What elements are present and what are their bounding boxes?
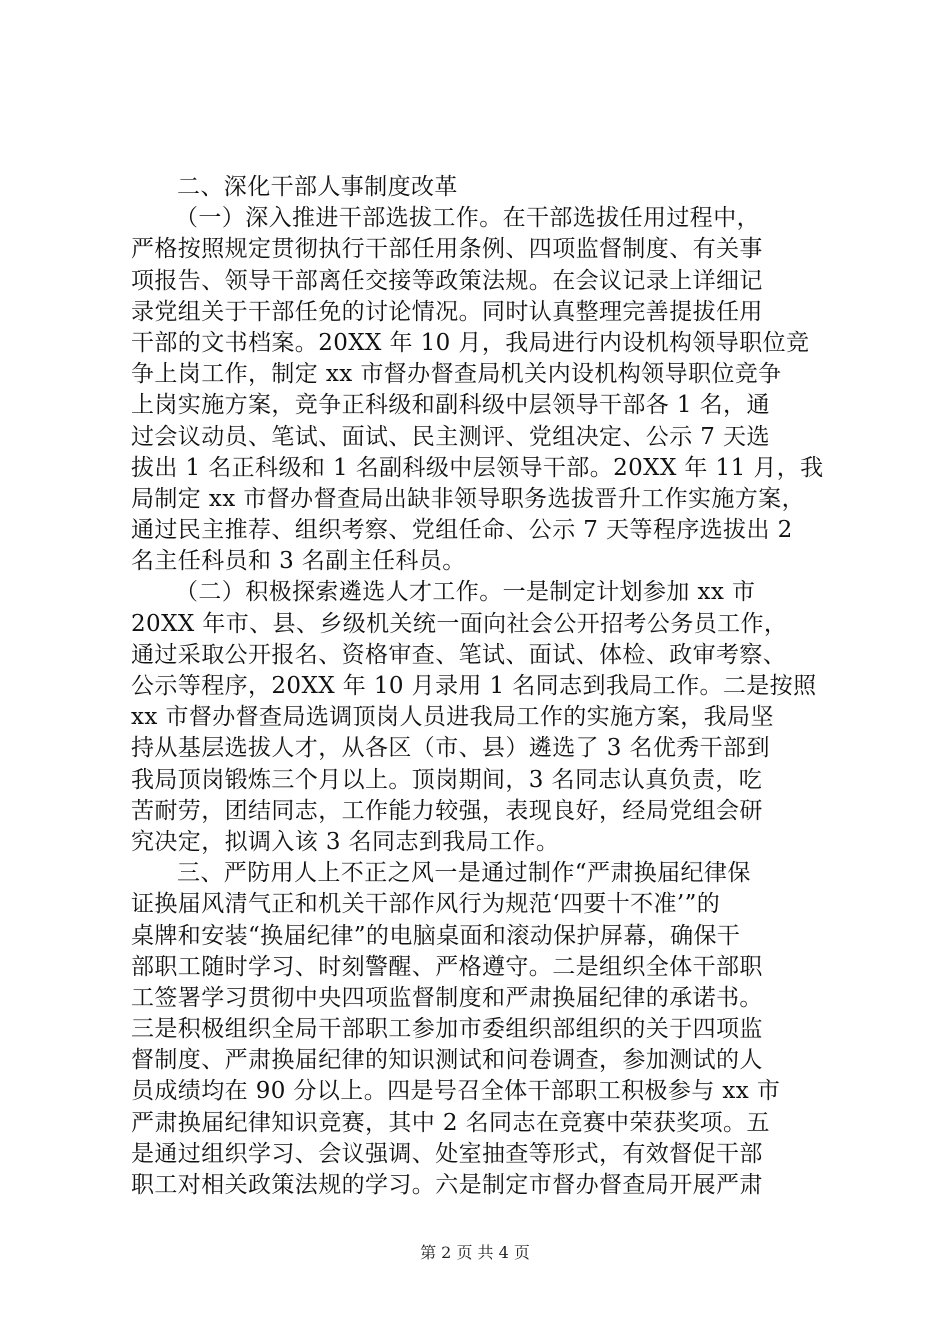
- text-line: 持从基层选拔人才，从各区（市、县）遴选了 3 名优秀干部到: [131, 735, 770, 762]
- paragraph-start-line: 三、严防用人上不正之风一是通过制作“严肃换届纪律保: [177, 860, 751, 887]
- text-line: 督制度、严肃换届纪律的知识测试和问卷调查，参加测试的人: [131, 1047, 763, 1074]
- text-line: 究决定，拟调入该 3 名同志到我局工作。: [131, 828, 560, 855]
- text-line: xx 市督办督查局选调顶岗人员进我局工作的实施方案，我局坚: [131, 704, 774, 731]
- text-line: 三是积极组织全局干部职工参加市委组织部组织的关于四项监: [131, 1016, 763, 1043]
- text-line: 项报告、领导干部离任交接等政策法规。在会议记录上详细记: [131, 267, 763, 294]
- document-body: [131, 172, 833, 1201]
- text-line: 部职工随时学习、时刻警醒、严格遵守。二是组织全体干部职: [131, 953, 763, 980]
- text-line: 录党组关于干部任免的讨论情况。同时认真整理完善提拔任用: [131, 298, 763, 325]
- text-line: 通过民主推荐、组织考察、党组任命、公示 7 天等程序选拔出 2: [131, 517, 793, 544]
- text-line: 上岗实施方案，竞争正科级和副科级中层领导干部各 1 名，通: [131, 392, 770, 419]
- text-line: 苦耐劳，团结同志，工作能力较强，表现良好，经局党组会研: [131, 797, 763, 824]
- text-line: 通过采取公开报名、资格审查、笔试、面试、体检、政审考察、: [131, 641, 787, 668]
- text-line: 名主任科员和 3 名副主任科员。: [131, 548, 466, 575]
- page-number-footer: 第 2 页 共 4 页: [420, 1243, 530, 1262]
- text-line: 20XX 年市、县、乡级机关统一面向社会公开招考公务员工作，: [131, 610, 788, 637]
- text-line: 桌牌和安装“换届纪律”的电脑桌面和滚动保护屏幕，确保干: [131, 922, 741, 949]
- text-line: 员成绩均在 90 分以上。四是号召全体干部职工积极参与 xx 市: [131, 1078, 781, 1105]
- text-line: 拔出 1 名正科级和 1 名副科级中层领导干部。20XX 年 11 月，我: [131, 454, 824, 481]
- text-line: 是通过组织学习、会议强调、处室抽查等形式，有效督促干部: [131, 1140, 763, 1167]
- paragraph-start-line: （二）积极探索遴选人才工作。一是制定计划参加 xx 市: [175, 579, 756, 606]
- paragraph-start-line: （一）深入推进干部选拔工作。在干部选拔任用过程中，: [175, 205, 760, 232]
- text-line: 工签署学习贯彻中央四项监督制度和严肃换届纪律的承诺书。: [131, 984, 763, 1011]
- text-line: 严格按照规定贯彻执行干部任用条例、四项监督制度、有关事: [131, 236, 763, 263]
- text-line: 过会议动员、笔试、面试、民主测评、党组决定、公示 7 天选: [131, 423, 770, 450]
- text-line: 证换届风清气正和机关干部作风行为规范‘四要十不准’”的: [131, 891, 721, 918]
- text-line: 局制定 xx 市督办督查局出缺非领导职务选拔晋升工作实施方案，: [131, 485, 805, 512]
- text-line: 争上岗工作，制定 xx 市督办督查局机关内设机构领导职位竞争: [131, 361, 782, 388]
- text-line: 干部的文书档案。20XX 年 10 月，我局进行内设机构领导职位竞: [131, 329, 810, 356]
- text-line: 严肃换届纪律知识竞赛，其中 2 名同志在竞赛中荣获奖项。五: [131, 1109, 770, 1136]
- section-heading: 二、深化干部人事制度改革: [177, 174, 458, 200]
- text-line: 职工对相关政策法规的学习。六是制定市督办督查局开展严肃: [131, 1172, 763, 1198]
- text-line: 公示等程序，20XX 年 10 月录用 1 名同志到我局工作。二是按照: [131, 673, 817, 699]
- text-line: 我局顶岗锻炼三个月以上。顶岗期间，3 名同志认真负责，吃: [131, 766, 763, 793]
